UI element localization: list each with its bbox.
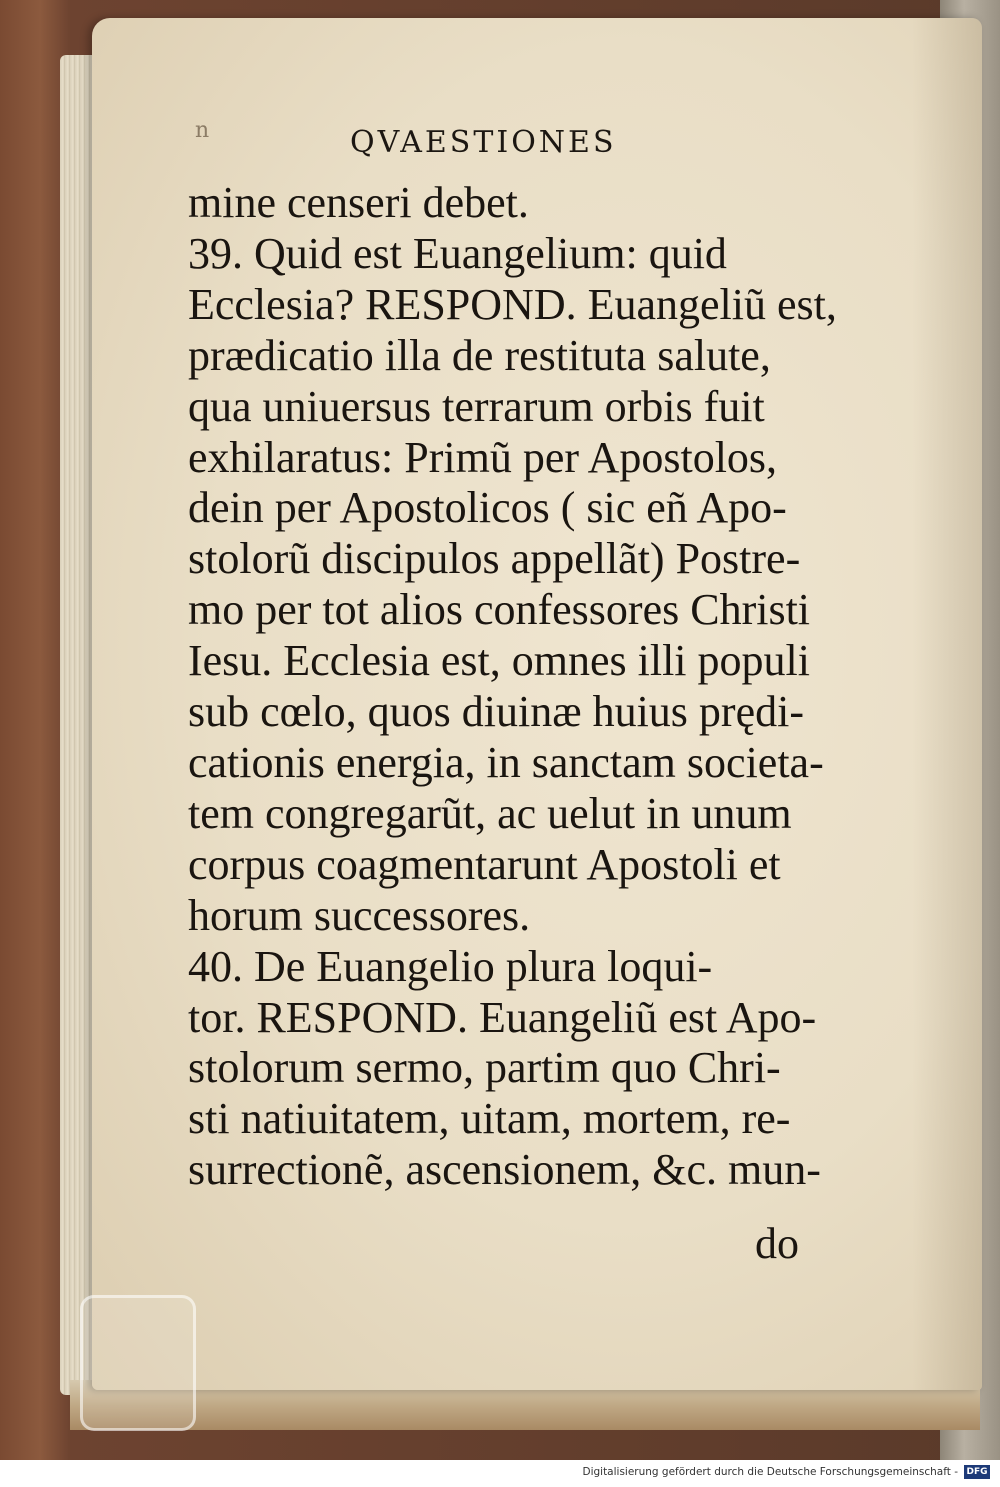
text-line: exhilaratus: Primũ per Apostolos, [188,432,778,482]
text-line: 40. De Euangelio plura loqui- [188,941,713,991]
text-line: sub cœlo, quos diuinæ huius prędi- [188,687,804,737]
text-line: mo per tot alios confessores Christi [188,585,811,635]
catchword: do [755,1219,799,1268]
text-line: tor. RESPOND. Euangeliũ est Apo- [188,992,817,1042]
text-line: dein per Apostolicos ( sic eñ Apo- [188,483,787,533]
text-line: qua uniuersus terrarum orbis fuit [188,381,765,431]
text-line: stolorũ discipulos appellãt) Postre- [188,534,801,584]
page-gutter [912,18,982,1390]
text-line: 39. Quid est Euangelium: quid [188,228,727,278]
text-line: cationis energia, in sanctam societa- [188,737,824,787]
footer-credit: Digitalisierung gefördert durch die Deutsche Forschungsgemeinschaft - [582,1466,958,1478]
page-mark: n [195,118,210,143]
text-line: tem congregarũt, ac uelut in unum [188,788,792,838]
text-line: mine censeri debet. [188,178,529,227]
body-text [188,178,837,1196]
page-clip [80,1295,196,1431]
text-line: surrectionẽ, ascensionem, &c. mun- [188,1145,821,1195]
text-line: horum successores. [188,890,531,940]
running-head: QVAESTIONES [350,125,617,160]
text-line: prædicatio illa de restituta salute, [188,330,771,380]
dfg-logo: DFG [964,1465,990,1479]
text-line: sti natiuitatem, uitam, mortem, re- [188,1094,791,1144]
text-line: stolorum sermo, partim quo Chri- [188,1043,781,1093]
text-line: corpus coagmentarunt Apostoli et [188,839,781,889]
text-line: Iesu. Ecclesia est, omnes illi populi [188,636,810,686]
text-line: Ecclesia? RESPOND. Euangeliũ est, [188,279,837,329]
